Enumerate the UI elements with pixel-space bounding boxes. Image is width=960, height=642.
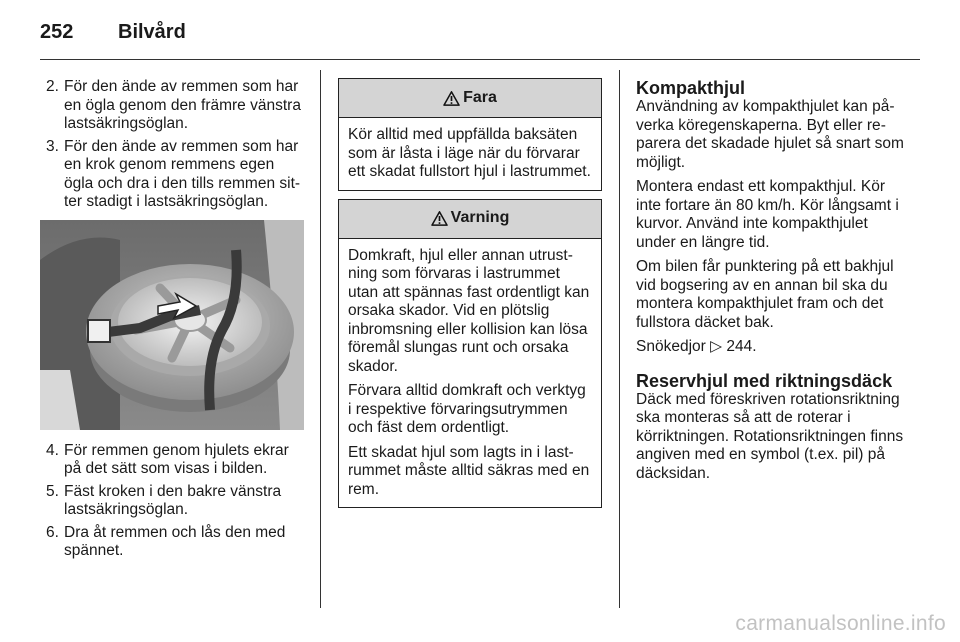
header-rule <box>40 59 920 60</box>
danger-paragraph: Kör alltid med uppfällda baksäten som är låsta i läge när du förvarar ett skadat fullstort hjul i lastrummet. <box>348 126 591 180</box>
step-item <box>40 138 304 212</box>
step-text: För den ände av remmen som har en krok genom remmens egen ögla och dra i den tills remmen sitter stadigt i lastsäkringsöglan. <box>64 137 301 210</box>
step-text: För remmen genom hjulets ekrar på det sätt som visas i bilden. <box>64 441 289 477</box>
step-number: 5. <box>46 482 59 500</box>
watermark: carmanualsonline.info <box>735 612 946 635</box>
step-item <box>40 524 304 561</box>
steps-list-bottom <box>40 442 304 561</box>
step-text: Fäst kroken i den bakre vänstra lastsäkringsöglan. <box>64 482 282 518</box>
warning-paragraph: Förvara alltid domkraft och verktyg i respektive förvaringsutrymmen och fäst dem ordentligt. <box>348 382 586 436</box>
column-2 <box>338 78 602 516</box>
warning-paragraph: Domkraft, hjul eller annan utrustning som förvaras i lastrummet utan att spännas fast ordentligt kan orsaka skador. Vid en plötslig inbromsning eller kollision kan lösa föremål slungas runt och orsaka skador. <box>348 246 590 375</box>
crossref-text: Snökedjor <box>636 338 706 355</box>
column-divider-1 <box>320 70 321 608</box>
step-item <box>40 78 304 134</box>
cross-reference <box>636 338 904 357</box>
danger-box-body <box>339 118 601 190</box>
step-text: För den ände av remmen som har en ögla genom den främre vänstra lastsäkringsöglan. <box>64 78 301 132</box>
warning-triangle-icon <box>443 91 460 106</box>
section-heading-reservhjul: Reservhjul med riktningsdäck <box>636 370 893 391</box>
steps-list-top <box>40 78 304 212</box>
section-heading-kompakthjul: Kompakthjul <box>636 78 746 98</box>
danger-box-title: Fara <box>463 88 497 106</box>
page-header <box>40 14 186 50</box>
warning-box <box>338 199 602 509</box>
spare-wheel-photo-svg <box>40 220 304 430</box>
body-paragraph: Användning av kompakthjulet kan påverka köregenskaperna. Byt eller reparera det skadade hjulet så snart som möjligt. <box>636 98 904 171</box>
step-number: 6. <box>46 523 59 541</box>
danger-box-header <box>339 79 601 118</box>
warning-box-title: Varning <box>450 209 510 227</box>
step-number: 3. <box>46 137 59 155</box>
warning-triangle-icon <box>431 211 448 226</box>
crossref-arrow-icon: ▷ <box>710 338 723 355</box>
step-number: 4. <box>46 441 59 459</box>
step-item <box>40 483 304 520</box>
step-number: 2. <box>46 78 59 95</box>
page-number: 252 <box>40 20 74 43</box>
spare-wheel-strap-photo <box>40 220 304 430</box>
crossref-page-link[interactable]: 244. <box>726 338 757 355</box>
warning-box-body <box>339 239 601 508</box>
warning-box-header <box>339 200 601 239</box>
step-item <box>40 442 304 479</box>
column-divider-2 <box>619 70 620 608</box>
body-paragraph: Montera endast ett kompakthjul. Kör inte fortare än 80 km/h. Kör långsamt i kurvor. Använd inte kompakthjulet under en längre tid. <box>636 178 899 251</box>
column-1 <box>40 78 304 565</box>
warning-paragraph: Ett skadat hjul som lagts in i lastrummet måste alltid säkras med en rem. <box>348 443 590 498</box>
body-paragraph: Om bilen får punktering på ett bakhjul vid bogsering av en annan bil ska du montera kompakthjulet fram och det fullstora däcket bak. <box>636 258 894 331</box>
step-text: Dra åt remmen och lås den med spännet. <box>64 523 286 559</box>
danger-box <box>338 78 602 191</box>
body-paragraph: Däck med föreskriven rotationsriktning ska monteras så att de roterar i körriktningen. Rotationsriktningen finns angiven med en symbol (t.ex. pil) på däcksidan. <box>636 390 904 482</box>
page-title: Bilvård <box>118 20 186 43</box>
column-3 <box>636 78 904 489</box>
